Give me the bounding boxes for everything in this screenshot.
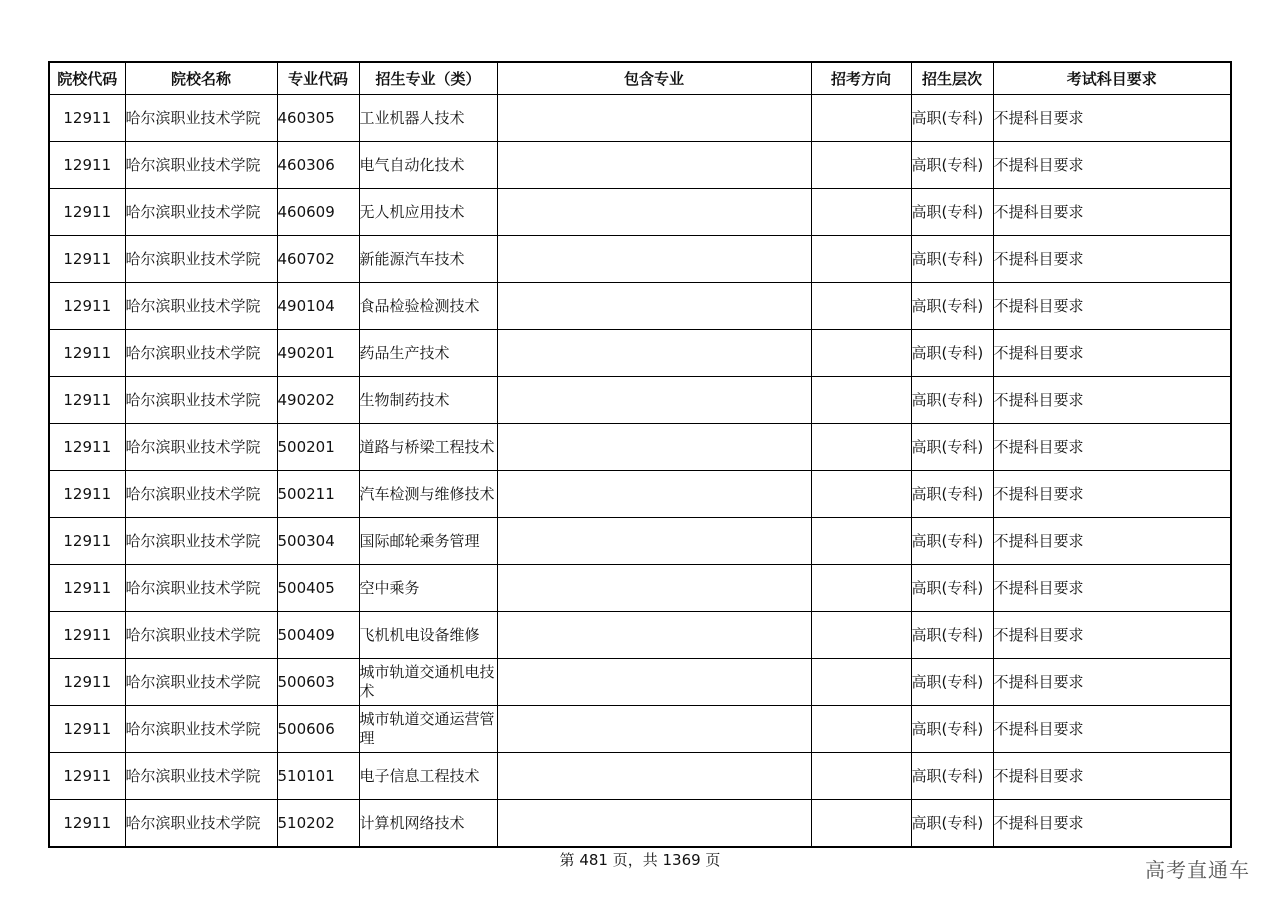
cell-major: 食品检验检测技术 (359, 283, 497, 330)
cell-level: 高职(专科) (911, 142, 993, 189)
cell-direction (811, 706, 911, 753)
cell-school-code: 12911 (49, 95, 125, 142)
cell-direction (811, 424, 911, 471)
cell-direction (811, 330, 911, 377)
cell-included-majors (497, 471, 811, 518)
cell-level: 高职(专科) (911, 236, 993, 283)
cell-school-name: 哈尔滨职业技术学院 (125, 706, 277, 753)
cell-school-name: 哈尔滨职业技术学院 (125, 659, 277, 706)
table-row (49, 377, 1231, 424)
cell-school-code: 12911 (49, 236, 125, 283)
watermark: 高考直通车 (1145, 858, 1250, 882)
cell-major-code: 500201 (277, 424, 359, 471)
cell-direction (811, 753, 911, 800)
cell-school-code: 12911 (49, 189, 125, 236)
table-row (49, 142, 1231, 189)
cell-level: 高职(专科) (911, 753, 993, 800)
cell-included-majors (497, 377, 811, 424)
cell-major-code: 500606 (277, 706, 359, 753)
cell-school-name: 哈尔滨职业技术学院 (125, 95, 277, 142)
cell-major-code: 490201 (277, 330, 359, 377)
cell-direction (811, 612, 911, 659)
header-major: 招生专业（类） (359, 62, 497, 95)
header-row (49, 62, 1231, 95)
cell-school-name: 哈尔滨职业技术学院 (125, 424, 277, 471)
cell-school-code: 12911 (49, 471, 125, 518)
table-row (49, 283, 1231, 330)
cell-requirement: 不提科目要求 (993, 377, 1231, 424)
cell-included-majors (497, 142, 811, 189)
cell-requirement: 不提科目要求 (993, 424, 1231, 471)
cell-major: 道路与桥梁工程技术 (359, 424, 497, 471)
cell-level: 高职(专科) (911, 800, 993, 848)
cell-major-code: 460609 (277, 189, 359, 236)
cell-major-code: 500405 (277, 565, 359, 612)
cell-major: 计算机网络技术 (359, 800, 497, 848)
cell-major: 城市轨道交通运营管理 (359, 706, 497, 753)
cell-school-code: 12911 (49, 518, 125, 565)
cell-included-majors (497, 800, 811, 848)
cell-requirement: 不提科目要求 (993, 659, 1231, 706)
cell-major: 生物制药技术 (359, 377, 497, 424)
cell-major-code: 460702 (277, 236, 359, 283)
cell-major: 无人机应用技术 (359, 189, 497, 236)
table-row (49, 424, 1231, 471)
cell-included-majors (497, 518, 811, 565)
cell-major: 飞机机电设备维修 (359, 612, 497, 659)
cell-school-name: 哈尔滨职业技术学院 (125, 612, 277, 659)
cell-direction (811, 659, 911, 706)
cell-school-code: 12911 (49, 659, 125, 706)
cell-major-code: 460306 (277, 142, 359, 189)
cell-level: 高职(专科) (911, 95, 993, 142)
cell-school-name: 哈尔滨职业技术学院 (125, 753, 277, 800)
cell-included-majors (497, 330, 811, 377)
table-row (49, 95, 1231, 142)
header-school-code: 院校代码 (49, 62, 125, 95)
cell-major: 电气自动化技术 (359, 142, 497, 189)
cell-major: 药品生产技术 (359, 330, 497, 377)
table-row (49, 330, 1231, 377)
table-row (49, 189, 1231, 236)
cell-included-majors (497, 753, 811, 800)
cell-major-code: 460305 (277, 95, 359, 142)
cell-level: 高职(专科) (911, 424, 993, 471)
table-row (49, 565, 1231, 612)
table-body (49, 95, 1231, 848)
cell-school-code: 12911 (49, 330, 125, 377)
cell-school-name: 哈尔滨职业技术学院 (125, 565, 277, 612)
cell-direction (811, 518, 911, 565)
cell-direction (811, 377, 911, 424)
table-row (49, 706, 1231, 753)
cell-school-code: 12911 (49, 283, 125, 330)
table-row (49, 612, 1231, 659)
cell-level: 高职(专科) (911, 612, 993, 659)
cell-included-majors (497, 189, 811, 236)
cell-included-majors (497, 565, 811, 612)
cell-school-code: 12911 (49, 753, 125, 800)
cell-major: 工业机器人技术 (359, 95, 497, 142)
table-row (49, 659, 1231, 706)
cell-school-name: 哈尔滨职业技术学院 (125, 800, 277, 848)
cell-major: 城市轨道交通机电技术 (359, 659, 497, 706)
cell-major-code: 510202 (277, 800, 359, 848)
cell-included-majors (497, 612, 811, 659)
cell-direction (811, 95, 911, 142)
cell-requirement: 不提科目要求 (993, 800, 1231, 848)
cell-major: 新能源汽车技术 (359, 236, 497, 283)
cell-included-majors (497, 236, 811, 283)
cell-direction (811, 142, 911, 189)
cell-level: 高职(专科) (911, 283, 993, 330)
cell-major: 空中乘务 (359, 565, 497, 612)
cell-requirement: 不提科目要求 (993, 612, 1231, 659)
table-row (49, 800, 1231, 848)
cell-school-code: 12911 (49, 706, 125, 753)
cell-school-name: 哈尔滨职业技术学院 (125, 377, 277, 424)
header-major-code: 专业代码 (277, 62, 359, 95)
cell-school-code: 12911 (49, 142, 125, 189)
cell-included-majors (497, 706, 811, 753)
cell-major: 电子信息工程技术 (359, 753, 497, 800)
cell-major-code: 490202 (277, 377, 359, 424)
cell-requirement: 不提科目要求 (993, 753, 1231, 800)
header-school-name: 院校名称 (125, 62, 277, 95)
cell-major-code: 500304 (277, 518, 359, 565)
cell-level: 高职(专科) (911, 471, 993, 518)
cell-major-code: 500211 (277, 471, 359, 518)
header-direction: 招考方向 (811, 62, 911, 95)
cell-level: 高职(专科) (911, 189, 993, 236)
cell-direction (811, 800, 911, 848)
cell-requirement: 不提科目要求 (993, 189, 1231, 236)
page-footer: 第 481 页，共 1369 页 (559, 851, 721, 869)
cell-school-code: 12911 (49, 565, 125, 612)
cell-requirement: 不提科目要求 (993, 518, 1231, 565)
admission-table (48, 61, 1232, 848)
cell-level: 高职(专科) (911, 706, 993, 753)
cell-level: 高职(专科) (911, 565, 993, 612)
cell-requirement: 不提科目要求 (993, 142, 1231, 189)
cell-school-name: 哈尔滨职业技术学院 (125, 471, 277, 518)
cell-requirement: 不提科目要求 (993, 471, 1231, 518)
cell-included-majors (497, 95, 811, 142)
header-included-majors: 包含专业 (497, 62, 811, 95)
cell-school-name: 哈尔滨职业技术学院 (125, 330, 277, 377)
cell-school-code: 12911 (49, 377, 125, 424)
cell-requirement: 不提科目要求 (993, 283, 1231, 330)
cell-school-name: 哈尔滨职业技术学院 (125, 236, 277, 283)
cell-level: 高职(专科) (911, 659, 993, 706)
cell-requirement: 不提科目要求 (993, 330, 1231, 377)
table-row (49, 518, 1231, 565)
cell-major: 国际邮轮乘务管理 (359, 518, 497, 565)
cell-school-code: 12911 (49, 800, 125, 848)
cell-direction (811, 189, 911, 236)
cell-major: 汽车检测与维修技术 (359, 471, 497, 518)
cell-included-majors (497, 659, 811, 706)
cell-level: 高职(专科) (911, 377, 993, 424)
cell-direction (811, 471, 911, 518)
cell-school-name: 哈尔滨职业技术学院 (125, 142, 277, 189)
table-row (49, 753, 1231, 800)
cell-included-majors (497, 283, 811, 330)
cell-major-code: 500409 (277, 612, 359, 659)
cell-requirement: 不提科目要求 (993, 236, 1231, 283)
cell-requirement: 不提科目要求 (993, 706, 1231, 753)
cell-direction (811, 565, 911, 612)
cell-school-name: 哈尔滨职业技术学院 (125, 518, 277, 565)
header-requirement: 考试科目要求 (993, 62, 1231, 95)
cell-school-code: 12911 (49, 612, 125, 659)
cell-school-code: 12911 (49, 424, 125, 471)
cell-level: 高职(专科) (911, 330, 993, 377)
cell-school-name: 哈尔滨职业技术学院 (125, 189, 277, 236)
cell-requirement: 不提科目要求 (993, 565, 1231, 612)
cell-direction (811, 236, 911, 283)
cell-level: 高职(专科) (911, 518, 993, 565)
cell-major-code: 500603 (277, 659, 359, 706)
cell-major-code: 490104 (277, 283, 359, 330)
table-row (49, 236, 1231, 283)
table-row (49, 471, 1231, 518)
cell-included-majors (497, 424, 811, 471)
header-level: 招生层次 (911, 62, 993, 95)
cell-major-code: 510101 (277, 753, 359, 800)
cell-requirement: 不提科目要求 (993, 95, 1231, 142)
cell-direction (811, 283, 911, 330)
cell-school-name: 哈尔滨职业技术学院 (125, 283, 277, 330)
